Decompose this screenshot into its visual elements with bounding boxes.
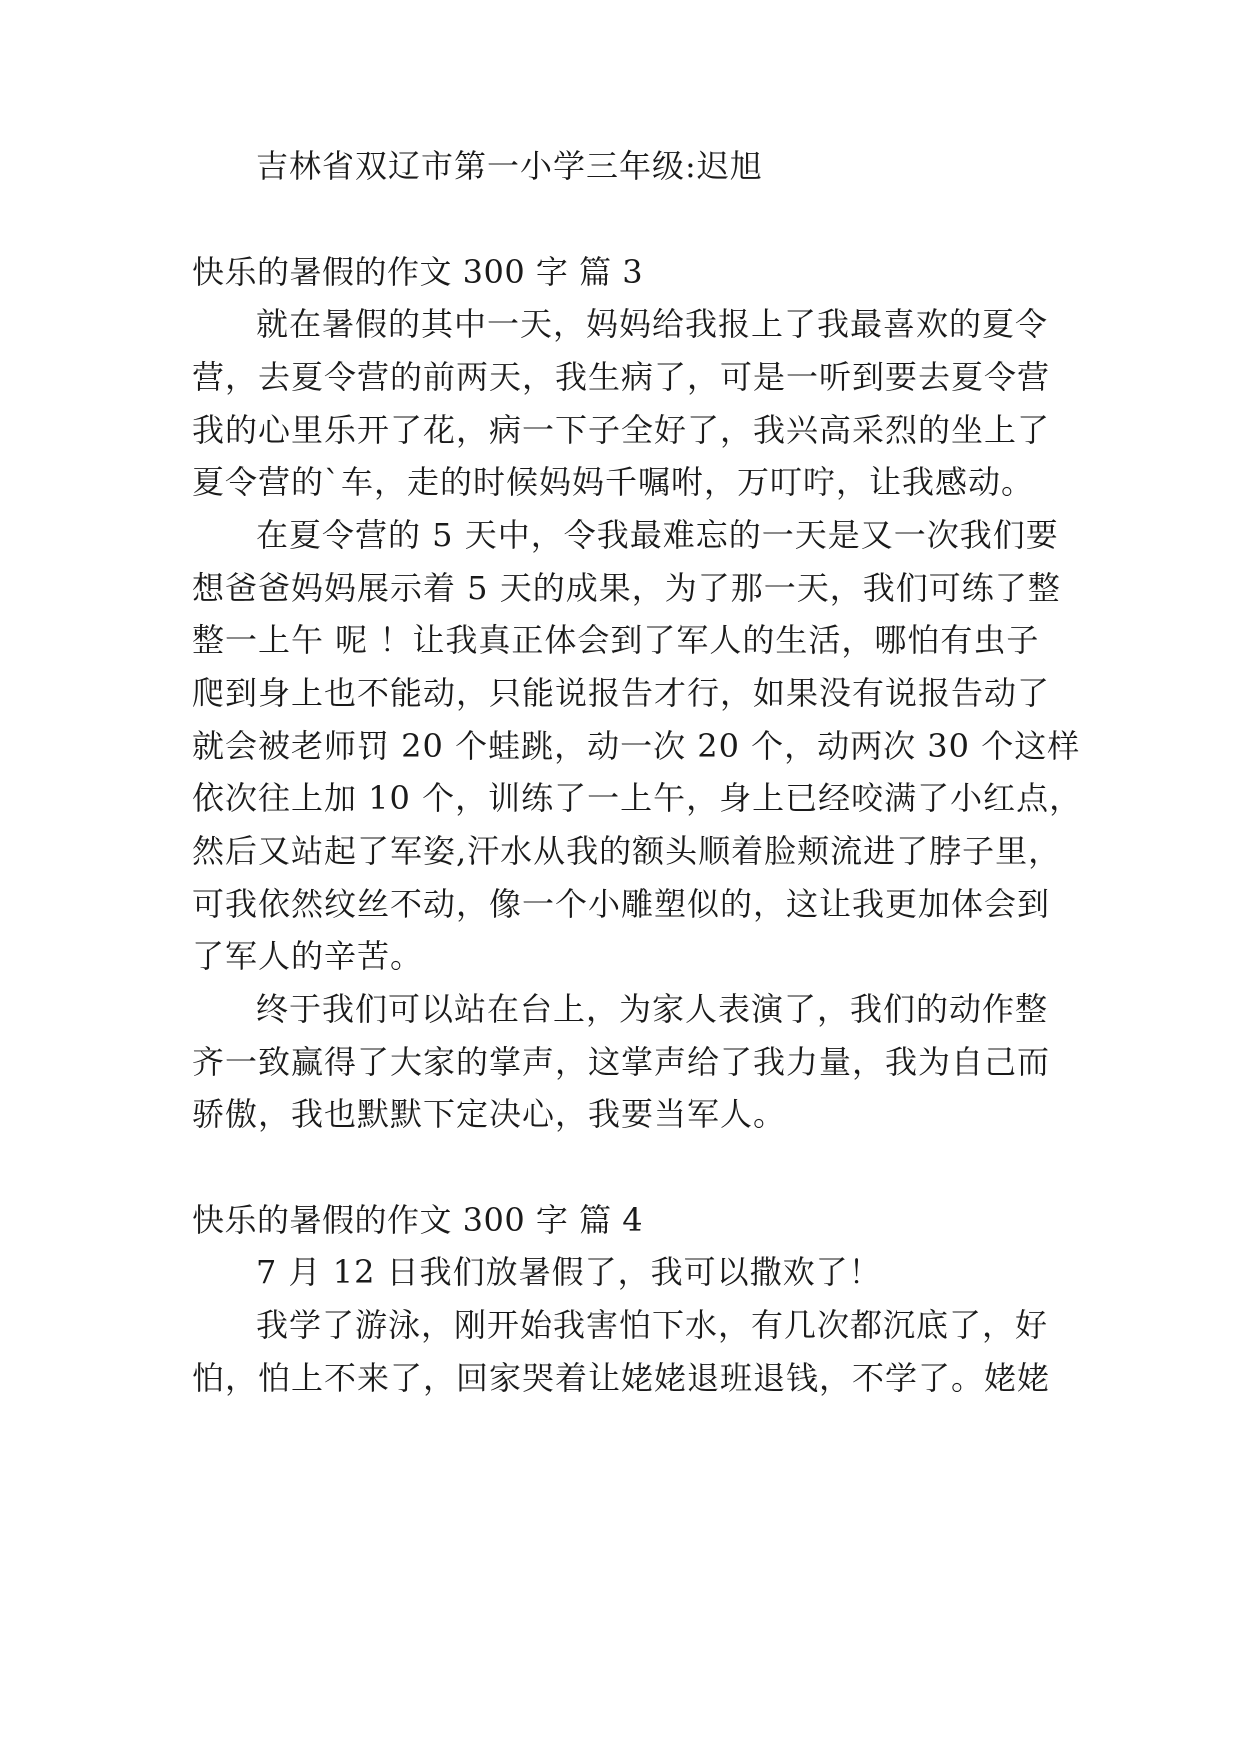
- section-3-line: 想爸爸妈妈展示着 5 天的成果，为了那一天，我们可练了整: [192, 569, 1061, 607]
- section-4-line: 7 月 12 日我们放暑假了，我可以撒欢了！: [256, 1253, 882, 1291]
- section-4-line: 我学了游泳，刚开始我害怕下水，有几次都沉底了，好: [256, 1306, 1049, 1344]
- section-3-line: 整一上午 呢 ！让我真正体会到了军人的生活，哪怕有虫子: [192, 621, 1040, 659]
- section-3-line: 骄傲，我也默默下定决心，我要当军人。: [192, 1095, 787, 1133]
- section-4-line: 怕，怕上不来了，回家哭着让姥姥退班退钱，不学了。姥姥: [192, 1359, 1051, 1397]
- section-3-line: 可我依然纹丝不动，像一个小雕塑似的，这让我更加体会到: [192, 885, 1051, 923]
- section-3-line: 了军人的辛苦。: [192, 937, 424, 975]
- section-4-title: 快乐的暑假的作文 300 字 篇 4: [192, 1201, 644, 1239]
- section-3-line: 终于我们可以站在台上，为家人表演了，我们的动作整: [256, 990, 1049, 1028]
- author-line: 吉林省双辽市第一小学三年级:迟旭: [256, 147, 763, 185]
- section-3-line: 就会被老师罚 20 个蛙跳，动一次 20 个，动两次 30 个这样: [192, 727, 1081, 765]
- section-3-line: 营，去夏令营的前两天，我生病了，可是一听到要去夏令营: [192, 358, 1051, 396]
- section-3-line: 在夏令营的 5 天中，令我最难忘的一天是又一次我们要: [256, 516, 1059, 554]
- section-3-line: 齐一致赢得了大家的掌声，这掌声给了我力量，我为自己而: [192, 1043, 1051, 1081]
- section-3-line: 然后又站起了军姿,汗水从我的额头顺着脸颊流进了脖子里，: [192, 832, 1062, 870]
- section-3-line: 就在暑假的其中一天，妈妈给我报上了我最喜欢的夏令: [256, 305, 1049, 343]
- section-3-line: 爬到身上也不能动，只能说报告才行，如果没有说报告动了: [192, 674, 1051, 712]
- section-3-line: 夏令营的`车，走的时候妈妈千嘱咐，万叮咛，让我感动。: [192, 463, 1035, 501]
- section-3-line: 我的心里乐开了花，病一下子全好了，我兴高采烈的坐上了: [192, 411, 1051, 449]
- section-3-title: 快乐的暑假的作文 300 字 篇 3: [192, 253, 644, 291]
- section-3-line: 依次往上加 10 个，训练了一上午，身上已经咬满了小红点，: [192, 779, 1083, 817]
